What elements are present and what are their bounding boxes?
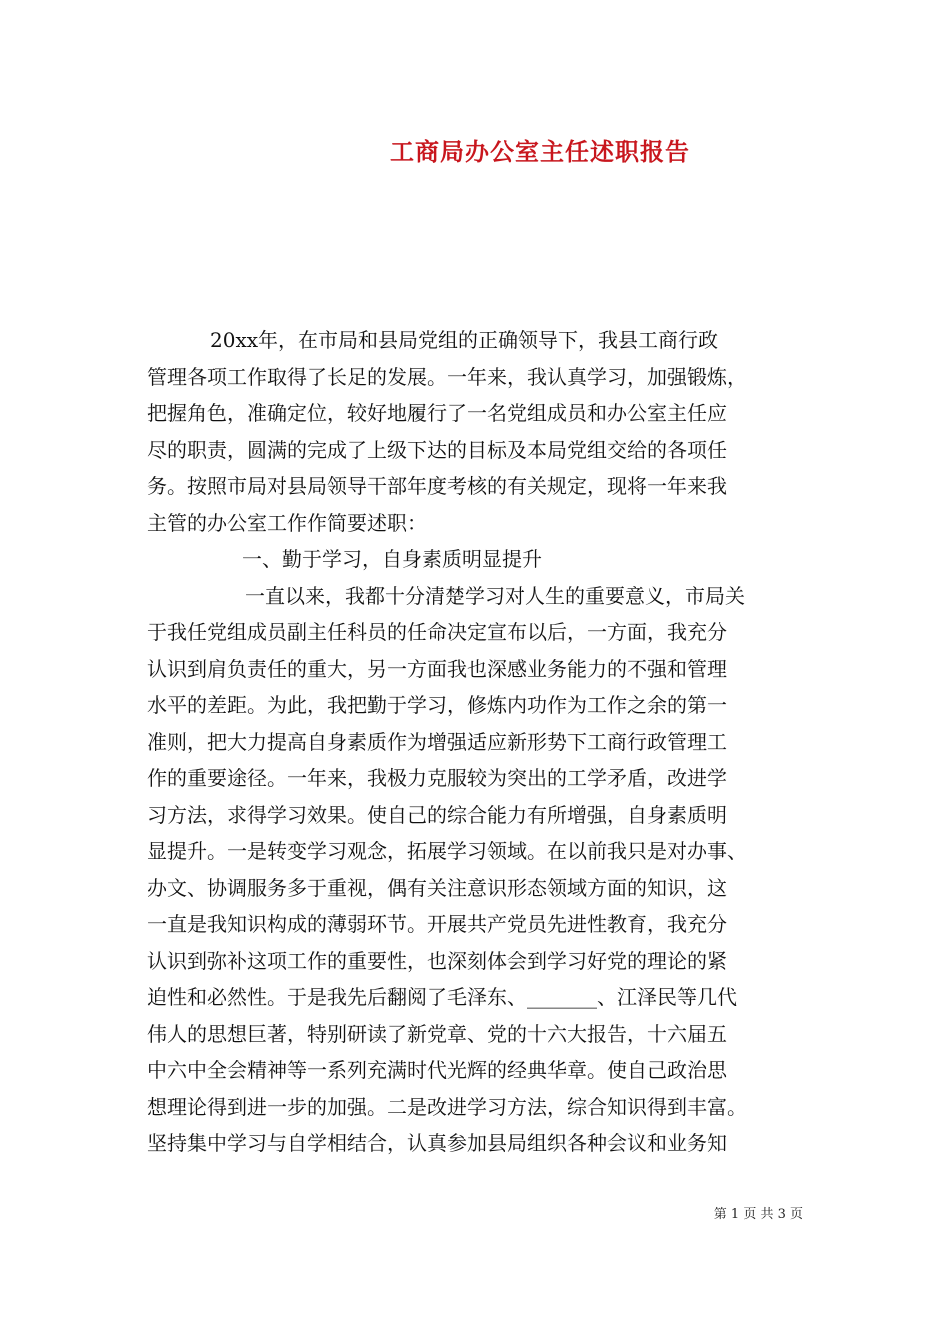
paragraph-line: 主管的办公室工作作简要述职： [147,510,427,535]
paragraph-line: 准则，把大力提高自身素质作为增强适应新形势下工商行政管理工 [147,729,727,754]
paragraph-line: 务。按照市局对县局领导干部年度考核的有关规定，现将一年来我 [147,474,727,498]
paragraph-line: 把握角色，准确定位，较好地履行了一名党组成员和办公室主任应 [147,401,727,425]
paragraph-line: 办文、协调服务多于重视，偶有关注意识形态领域方面的知识，这 [147,875,727,900]
paragraph-line: 尽的职责，圆满的完成了上级下达的目标及本局党组交给的各项任 [147,437,727,462]
paragraph-line: 一直以来，我都十分清楚学习对人生的重要意义，市局关 [245,583,745,608]
paragraph-line: 坚持集中学习与自学相结合，认真参加县局组织各种会议和业务知 [147,1131,727,1155]
document-body [147,322,827,1162]
paragraph-line: 管理各项工作取得了长足的发展。一年来，我认真学习，加强锻炼， [147,364,747,389]
paragraph-line: 认识到弥补这项工作的重要性，也深刻体会到学习好党的理论的紧 [147,948,727,973]
paragraph-line: 认识到肩负责任的重大，另一方面我也深感业务能力的不强和管理 [147,656,727,681]
paragraph-line: 习方法，求得学习效果。使自己的综合能力有所增强，自身素质明 [147,802,727,827]
paragraph-line: 水平的差距。为此，我把勤于学习，修炼内功作为工作之余的第一 [147,693,727,717]
paragraph-line: 迫性和必然性。于是我先后翻阅了毛泽东、_______、江泽民等几代 [147,985,737,1009]
page-indicator: 第 1 页 共 3 页 [713,1207,803,1222]
paragraph-line: 想理论得到进一步的加强。二是改进学习方法，综合知识得到丰富。 [147,1094,747,1119]
document-title: 工商局办公室主任述职报告 [390,137,690,166]
paragraph-line: 伟人的思想巨著，特别研读了新党章、党的十六大报告，十六届五 [147,1021,727,1046]
paragraph-line: 中六中全会精神等一系列充满时代光辉的经典华章。使自己政治思 [147,1058,727,1082]
paragraph-line: 于我任党组成员副主任科员的任命决定宣布以后，一方面，我充分 [147,620,727,644]
section-heading: 一、勤于学习，自身素质明显提升 [242,547,542,571]
paragraph-line: 一直是我知识构成的薄弱环节。开展共产党员先进性教育，我充分 [147,912,727,936]
paragraph-line: 作的重要途径。一年来，我极力克服较为突出的工学矛盾，改进学 [147,766,727,790]
paragraph-line: 20xx年，在市局和县局党组的正确领导下，我县工商行政 [210,328,719,352]
paragraph-line: 显提升。一是转变学习观念，拓展学习领域。在以前我只是对办事、 [147,839,747,863]
